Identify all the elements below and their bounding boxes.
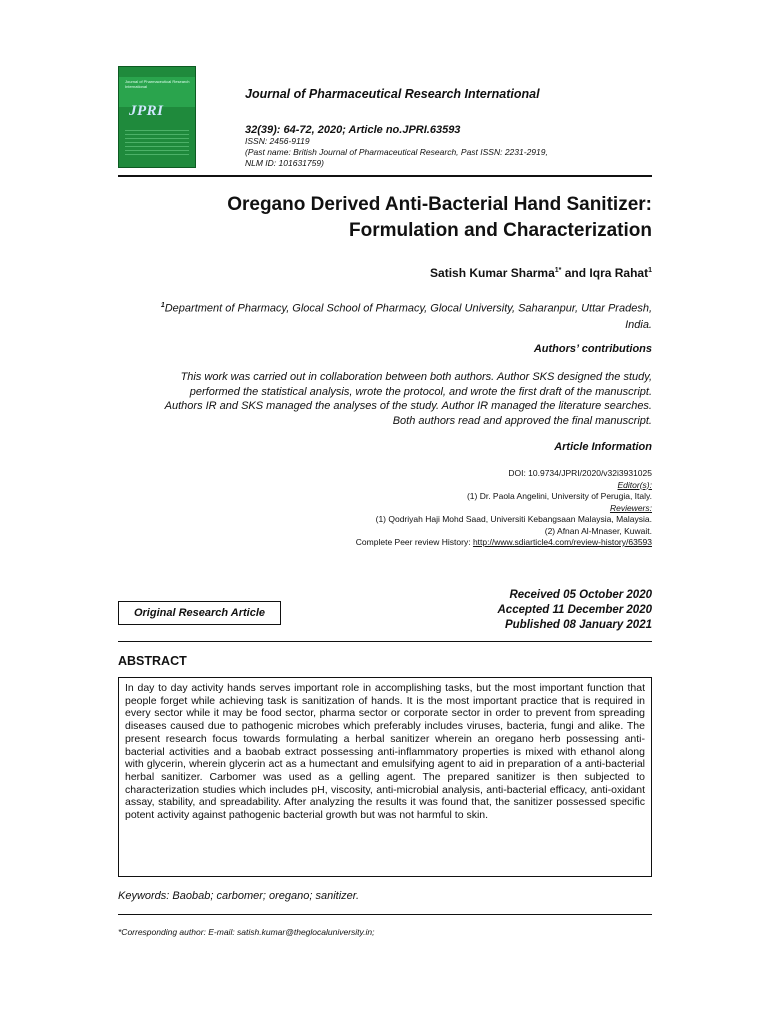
published-date: Published 08 January 2021	[504, 619, 652, 631]
affiliation	[118, 298, 652, 333]
author-2: Iqra Rahat	[589, 266, 649, 280]
received-date: Received 05 October 2020	[509, 589, 652, 601]
abstract-text: In day to day activity hands serves important role in accomplishing tasks, but the most important function that people forget while achieving task is sanitization of hands. It is the most important practice that is required in every sector while it may be food sector, pharma sector or corporate sector in order to prevent from spreading diseases caused due to pathogenic microbes which preferably includes viruses, bacteria, fungi and alike. The present research focus towards formulating a herbal sanitizer wherein an oregano herb possessing anti-bacterial activities and a baobab extract possessing anti-inflammatory properties is mixed with ethanol along with glycerin, wherein glycerin act as a humectant and emulsifying agent to aid in preparation of a anti-bacterial herbal sanitizer. Carbomer was used as a gelling agent. The prepared sanitizer is then subjected to characterization studies which includes pH, viscosity, anti-microbial analysis, anti-bacterial efficacy, anti-oxidant assay, stability, and spreadability. After analyzing the results it was found that, the sanitizer possessed specific potent activity against pathogenic bacterial growth but was not harmful to skin.	[118, 677, 652, 877]
author-and: and	[561, 266, 590, 280]
editors-label: Editor(s):	[617, 479, 652, 490]
nlm-id: NLM ID: 101631759)	[245, 158, 324, 168]
contrib-line: This work was carried out in collaboration between both authors. Author SKS designed the study,	[180, 371, 652, 383]
contributions-heading: Authors’ contributions	[533, 343, 652, 355]
reviewer-2: (2) Afnan Al-Mnaser, Kuwait.	[544, 525, 652, 536]
review-history-label: Complete Peer review History:	[355, 537, 473, 547]
title-line-2: Formulation and Characterization	[349, 220, 652, 241]
author-1-sup: 1*	[554, 267, 562, 274]
contrib-line: Both authors read and approved the final manuscript.	[392, 414, 652, 427]
citation: 32(39): 64-72, 2020; Article no.JPRI.63593	[245, 124, 461, 136]
past-name: (Past name: British Journal of Pharmaceutical Research, Past ISSN: 2231-2919,	[245, 147, 548, 157]
corresponding-author: *Corresponding author: E-mail: satish.kumar@theglocaluniversity.in;	[118, 927, 375, 937]
review-history	[118, 537, 652, 549]
header-rule	[118, 175, 652, 177]
article-type-badge: Original Research Article	[118, 601, 281, 625]
editor-1: (1) Dr. Paola Angelini, University of Perugia, Italy.	[466, 491, 652, 501]
journal-name: Journal of Pharmaceutical Research International	[245, 87, 540, 101]
author-list	[118, 266, 652, 280]
affiliation-line-2: India.	[625, 318, 652, 331]
section-rule	[118, 641, 652, 642]
article-info-heading: Article Information	[554, 441, 652, 453]
abstract-heading: ABSTRACT	[118, 654, 187, 668]
author-2-sup: 1	[648, 267, 652, 274]
article-info-block	[118, 468, 652, 549]
cover-header-text: Journal of Pharmaceutical Research International	[125, 79, 190, 89]
cover-logo: JPRI	[129, 103, 164, 119]
contributions-text	[118, 370, 652, 428]
footnote-rule	[118, 914, 652, 915]
keywords: Keywords: Baobab; carbomer; oregano; sanitizer.	[118, 890, 360, 902]
reviewers-label: Reviewers:	[609, 502, 652, 513]
affiliation-line-1: Department of Pharmacy, Glocal School of Pharmacy, Glocal University, Saharanpur, Uttar Pradesh,	[164, 302, 652, 315]
journal-cover-image	[118, 66, 196, 168]
contrib-line: performed the statistical analysis, wrote the protocol, and wrote the first draft of the manuscript.	[189, 385, 652, 398]
contrib-line: Authors IR and SKS managed the analyses of the study. Author IR managed the literature searches.	[164, 400, 652, 412]
title-line-1: Oregano Derived Anti-Bacterial Hand Sanitizer:	[227, 194, 652, 215]
doi: DOI: 10.9734/JPRI/2020/v32i3931025	[508, 468, 652, 478]
affiliation-sup: 1	[160, 302, 165, 309]
cover-decoration	[125, 127, 189, 157]
article-dates	[380, 588, 652, 633]
reviewer-1: (1) Qodriyah Haji Mohd Saad, Universiti Kebangsaan Malaysia, Malaysia.	[375, 514, 652, 524]
review-history-link[interactable]: http://www.sdiarticle4.com/review-history/63593	[472, 537, 652, 547]
issn: ISSN: 2456-9119	[245, 136, 310, 146]
article-title	[118, 192, 652, 244]
accepted-date: Accepted 11 December 2020	[497, 604, 652, 616]
author-1: Satish Kumar Sharma	[430, 266, 555, 280]
